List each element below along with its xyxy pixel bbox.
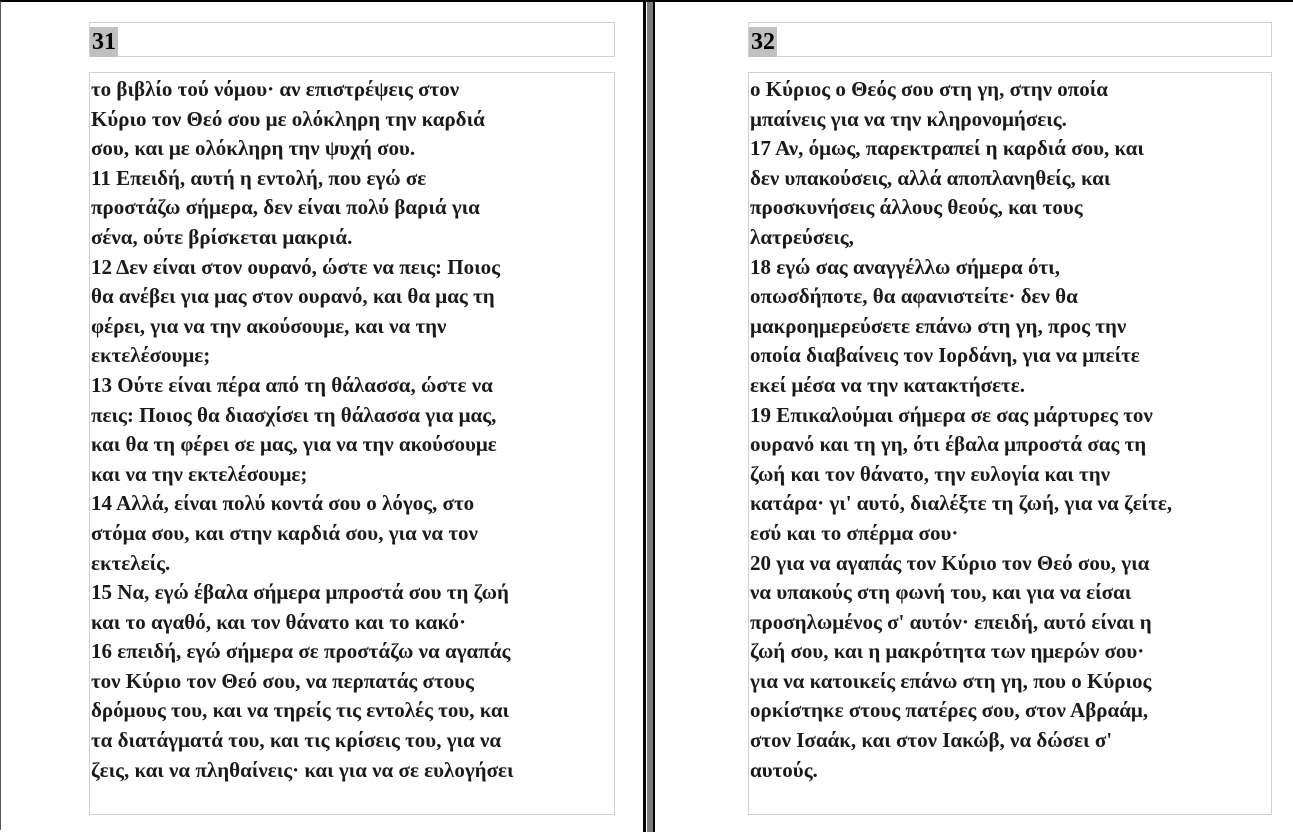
text-line: πεις: Ποιος θα διασχίσει τη θάλασσα για μας, (91, 402, 497, 427)
divider-line (653, 2, 655, 832)
divider-line (643, 2, 646, 832)
text-line: μπαίνεις για να την κληρονομήσεις. (750, 106, 1067, 131)
text-line: ορκίστηκε στους πατέρες σου, στον Αβραάμ, (750, 698, 1149, 723)
text-line: δρόμους του, και να τηρείς τις εντολές του, και (91, 698, 510, 723)
text-lines (749, 73, 1271, 785)
left-page-header (89, 22, 615, 57)
page-number: 32 (751, 29, 775, 55)
text-line: 14 Αλλά, είναι πολύ κοντά σου ο λόγος, στο (91, 491, 475, 516)
right-page-header (748, 22, 1272, 57)
text-line: αυτούς. (750, 757, 818, 782)
text-line: οποία διαβαίνεις τον Ιορδάνη, για να μπείτε (750, 343, 1140, 368)
text-line: φέρει, για να την ακούσουμε, και να την (91, 313, 447, 338)
text-lines (90, 73, 614, 785)
text-line: εσύ και το σπέρμα σου· (750, 520, 959, 545)
text-line: στόμα σου, και στην καρδιά σου, για να τον (91, 520, 478, 545)
text-line: εκτελέσουμε; (91, 343, 211, 368)
text-line: για να κατοικείς επάνω στη γη, που ο Κύριος (750, 668, 1152, 693)
left-page-text[interactable] (89, 72, 615, 815)
text-line: κατάρα· γι' αυτό, διαλέξτε τη ζωή, για να ζείτε, (750, 491, 1173, 516)
text-line: το βιβλίο τού νόμου· αν επιστρέψεις στον (91, 77, 460, 101)
text-line: οπωσδήποτε, θα αφανιστείτε· δεν θα (750, 284, 1078, 309)
text-line: Κύριο τον Θεό σου με ολόκληρη την καρδιά (91, 106, 485, 131)
text-line: ο Κύριος ο Θεός σου στη γη, στην οποία (750, 77, 1109, 101)
text-line: 11 Επειδή, αυτή η εντολή, που εγώ σε (91, 165, 427, 190)
text-line: λατρεύσεις, (750, 224, 854, 249)
text-line: εκτελείς. (91, 550, 171, 575)
text-line: 17 Αν, όμως, παρεκτραπεί η καρδιά σου, και (750, 136, 1144, 161)
text-line: και θα τη φέρει σε μας, για να την ακούσουμε (91, 432, 497, 457)
text-line: 16 επειδή, εγώ σήμερα σε προστάζω να αγαπάς (91, 639, 511, 664)
text-line: 15 Να, εγώ έβαλα σήμερα μπροστά σου τη ζωή (91, 580, 509, 605)
text-line: ζωή και τον θάνατο, την ευλογία και την (750, 461, 1111, 486)
text-line: ουρανό και τη γη, ότι έβαλα μπροστά σας τη (750, 432, 1147, 457)
text-line: σου, και με ολόκληρη την ψυχή σου. (91, 136, 416, 161)
text-line: ζωή σου, και η μακρότητα των ημερών σου· (750, 639, 1145, 664)
text-line: τα διατάγματά του, και τις κρίσεις του, για να (91, 728, 502, 753)
text-line: 20 για να αγαπάς τον Κύριο τον Θεό σου, για (750, 550, 1150, 575)
right-page-text[interactable] (748, 72, 1272, 815)
text-line: να υπακούς στη φωνή του, και για να είσαι (750, 580, 1132, 605)
text-line: και το αγαθό, και τον θάνατο και το κακό· (91, 609, 467, 634)
text-line: και να την εκτελέσουμε; (91, 461, 308, 486)
text-line: μακροημερεύσετε επάνω στη γη, προς την (750, 313, 1127, 338)
text-line: 18 εγώ σας αναγγέλλω σήμερα ότι, (750, 254, 1060, 279)
page-number: 31 (92, 29, 116, 55)
text-line: προσηλωμένος σ' αυτόν· επειδή, αυτό είναι η (750, 609, 1152, 634)
text-line: θα ανέβει για μας στον ουρανό, και θα μας τη (91, 284, 495, 309)
text-line: τον Κύριο τον Θεό σου, να περπατάς στους (91, 668, 474, 693)
text-line: προστάζω σήμερα, δεν είναι πολύ βαριά για (91, 195, 480, 220)
text-line: στον Ισαάκ, και στον Ιακώβ, να δώσει σ' (750, 728, 1113, 753)
page-divider[interactable] (641, 2, 659, 832)
text-line: προσκυνήσεις άλλους θεούς, και τους (750, 195, 1083, 220)
text-line: ζεις, και να πληθαίνεις· και για να σε ευλογήσει (91, 757, 514, 782)
text-line: δεν υπακούσεις, αλλά αποπλανηθείς, και (750, 165, 1111, 190)
text-line: εκεί μέσα να την κατακτήσετε. (750, 372, 1025, 397)
text-line: σένα, ούτε βρίσκεται μακριά. (91, 224, 353, 249)
text-line: 19 Επικαλούμαι σήμερα σε σας μάρτυρες τον (750, 402, 1153, 427)
text-line: 12 Δεν είναι στον ουρανό, ώστε να πεις: Ποιος (91, 254, 501, 279)
text-line: 13 Ούτε είναι πέρα από τη θάλασσα, ώστε να (91, 372, 493, 397)
